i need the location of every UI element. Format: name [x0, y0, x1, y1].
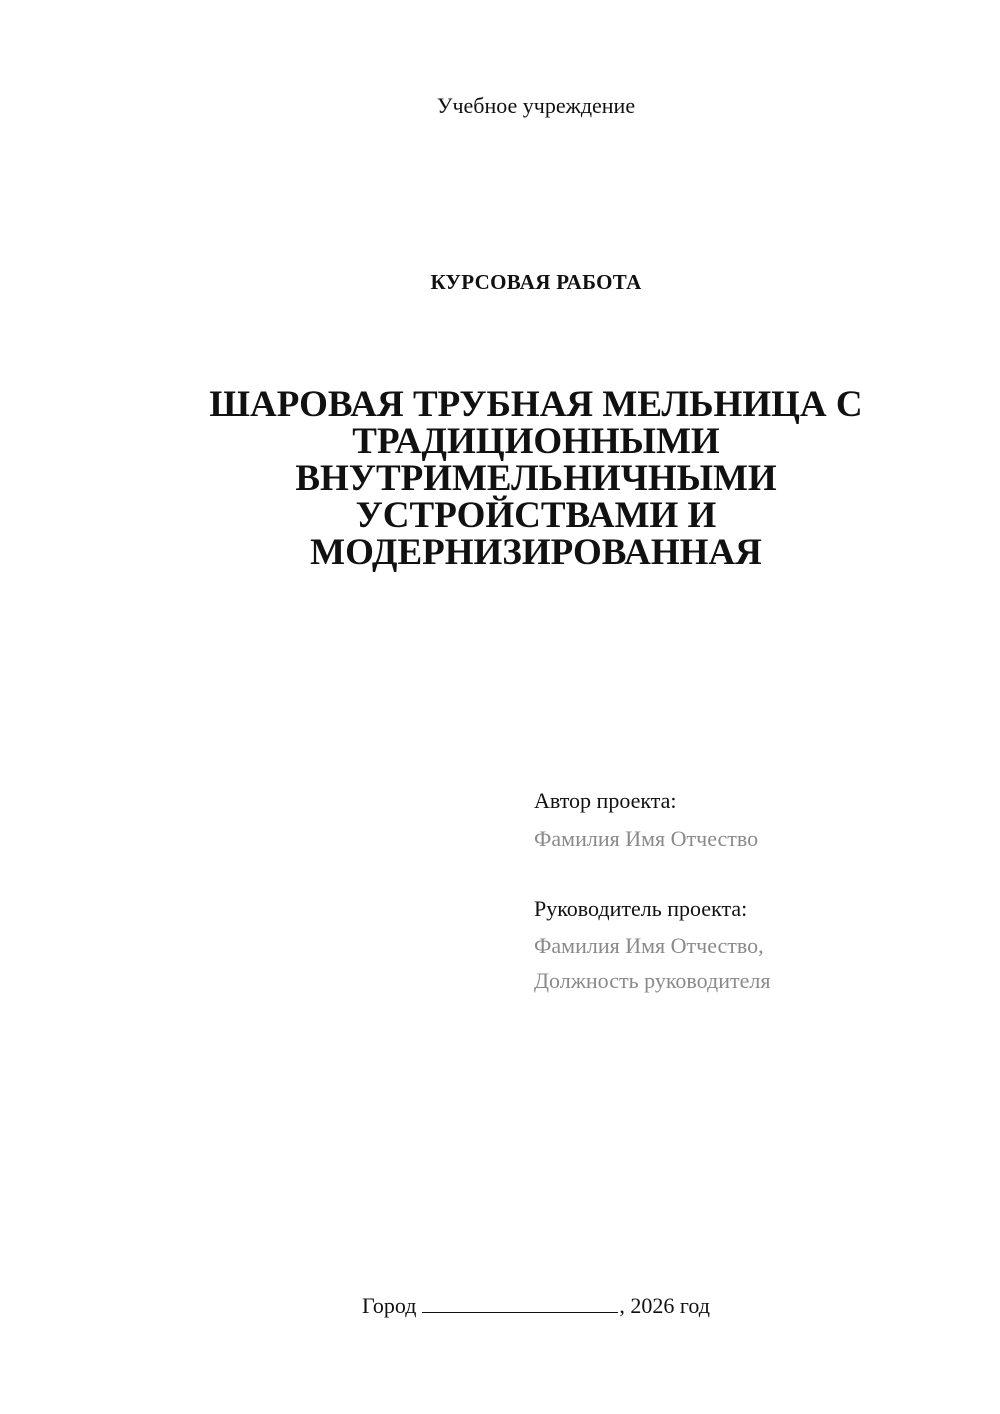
document-title [170, 386, 902, 571]
title-line: ТРАДИЦИОННЫМИ [352, 421, 720, 462]
supervisor-position: Должность руководителя [534, 968, 771, 993]
year-text: , 2026 год [619, 1293, 710, 1318]
author-name: Фамилия Имя Отчество [534, 826, 759, 851]
title-line: УСТРОЙСТВАМИ И [355, 495, 717, 536]
supervisor-label: Руководитель проекта: [534, 896, 748, 921]
footer-city-year [0, 1292, 1000, 1320]
title-line: ШАРОВАЯ ТРУБНАЯ МЕЛЬНИЦА С [209, 384, 863, 425]
institution-name: Учебное учреждение [436, 93, 636, 118]
city-blank-line [422, 1292, 618, 1313]
work-type-heading: КУРСОВАЯ РАБОТА [430, 270, 642, 294]
city-label: Город [362, 1293, 417, 1318]
supervisor-name: Фамилия Имя Отчество, [534, 933, 764, 958]
title-line: ВНУТРИМЕЛЬНИЧНЫМИ [295, 458, 777, 499]
title-line: МОДЕРНИЗИРОВАННАЯ [310, 532, 762, 573]
author-label: Автор проекта: [534, 788, 677, 813]
